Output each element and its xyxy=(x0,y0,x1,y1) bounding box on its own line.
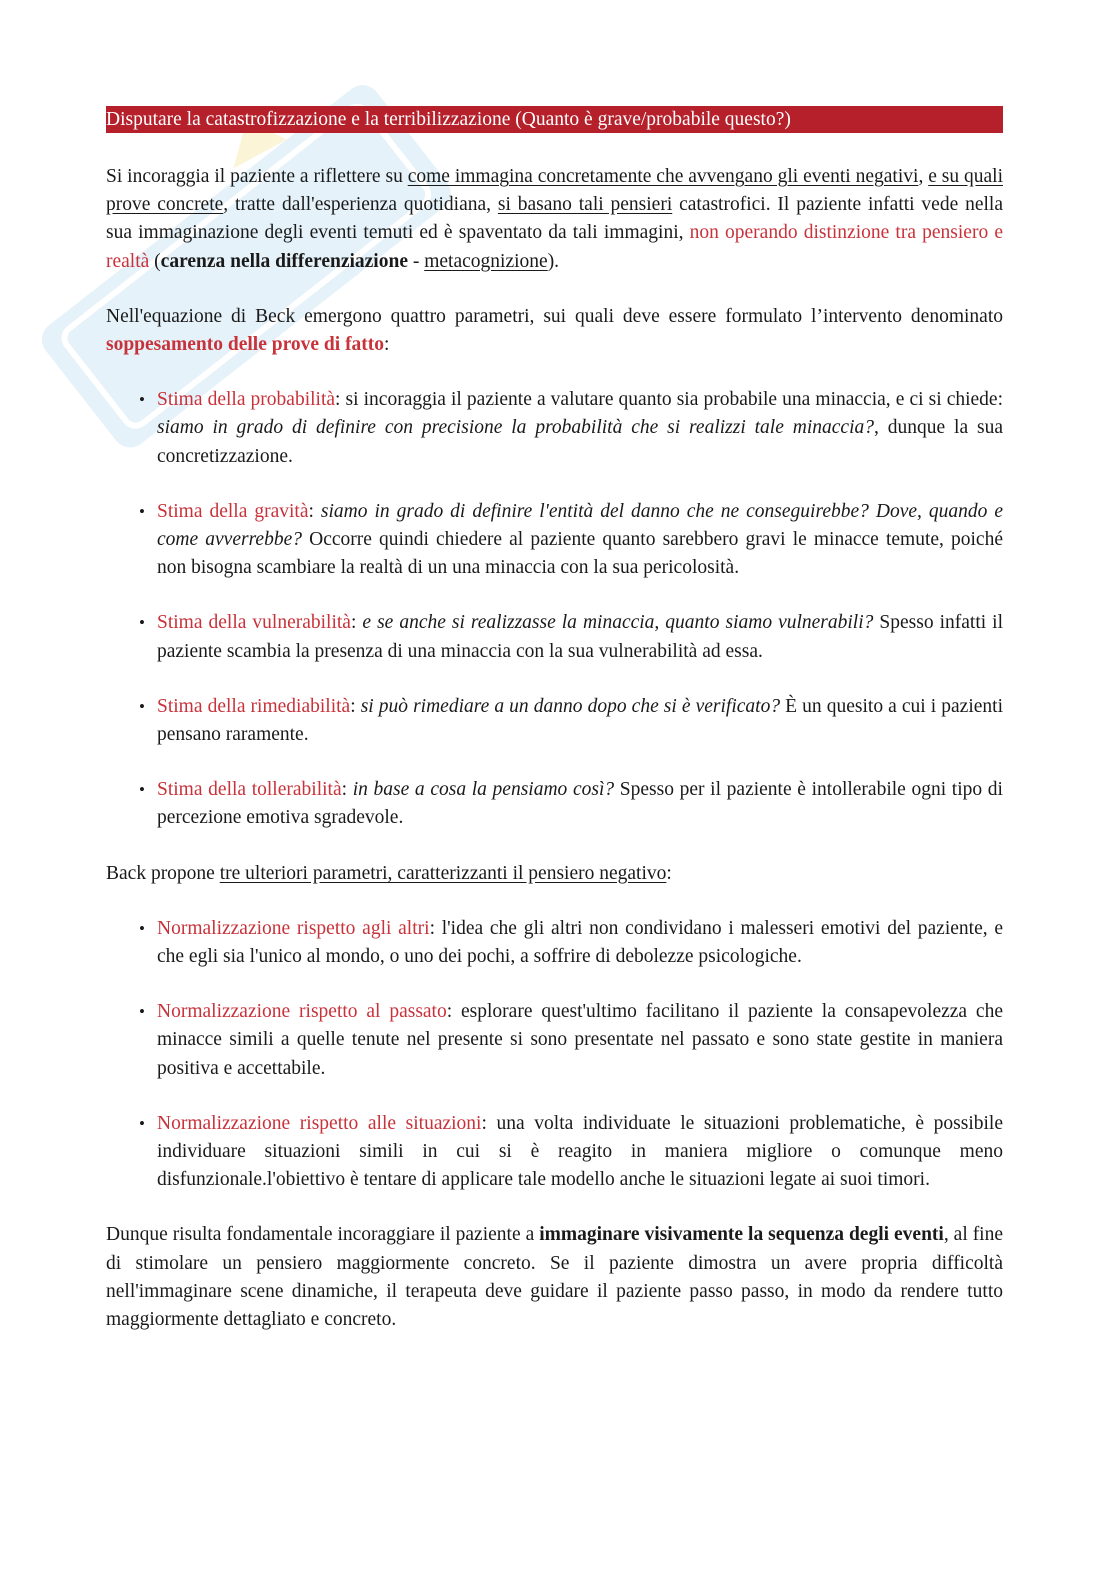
italic-text: siamo in grado di definire con precisione la probabilità che si realizzi tale minaccia? xyxy=(157,417,874,439)
italic-text: si può rimediare a un danno dopo che si è verificato? xyxy=(360,695,781,717)
text: : xyxy=(308,500,321,522)
underlined-text: e su quali prove concrete xyxy=(106,166,1003,216)
text: , xyxy=(918,166,929,187)
list-item xyxy=(106,915,1003,971)
italic-text: e se anche si realizzasse la minaccia, quanto siamo vulnerabili? xyxy=(362,612,874,634)
text: ). xyxy=(547,250,560,272)
item-label: Stima della gravità xyxy=(157,500,309,522)
text: , al fine di stimolare un pensiero maggiormente concreto. Se il paziente dimostra un avere propria difficoltà nell'immaginare scene dinamiche, il terapeuta deve guidare il paziente passo passo, in modo da rendere tutto maggiormente dettagliato e concreto. xyxy=(106,1224,1004,1331)
bullet-icon: • xyxy=(139,696,145,716)
list-item xyxy=(106,386,1003,471)
bullet-icon: • xyxy=(139,918,145,938)
bullet-icon: • xyxy=(139,390,145,410)
list-item xyxy=(106,776,1003,832)
text: Back propone xyxy=(106,862,220,884)
paragraph-conclusion xyxy=(106,1221,1003,1334)
text: : xyxy=(341,779,353,801)
text: Dunque risulta fondamentale incoraggiare il paziente a xyxy=(106,1224,540,1246)
text: Nell'equazione di Beck emergono quattro parametri, sui quali deve essere formulato l’intervento denominato xyxy=(106,305,1003,327)
section-heading: Disputare la catastrofizzazione e la terribilizzazione (Quanto è grave/probabile questo?) xyxy=(106,106,1003,133)
text: Si incoraggia il paziente a riflettere su xyxy=(106,166,408,187)
text: , tratte dall'esperienza quotidiana, xyxy=(223,194,498,216)
underlined-text: come immagina concretamente che avvengano gli eventi negativi xyxy=(407,166,919,187)
text: , dunque la sua concretizzazione. xyxy=(157,417,1003,467)
text: : l'idea che gli altri non condividano i malesseri emotivi del paziente, e che egli sia l'unico al mondo, o uno dei pochi, a soffrire di debolezze psicologiche. xyxy=(157,917,1003,968)
text: : una volta individuate le situazioni problematiche, è possibile individuare situazioni simili in cui si è reagito in maniera migliore o comunque meno disfunzionale.l'obiettivo è tentare di applicare tale modello anche le situazioni legate ai suoi timori. xyxy=(157,1112,1003,1191)
bullet-icon: • xyxy=(139,501,145,521)
text: : si incoraggia il paziente a valutare quanto sia probabile una minaccia, e ci si chiede: xyxy=(335,389,1004,411)
list-item xyxy=(106,693,1003,749)
text: : xyxy=(350,695,361,717)
item-label: Normalizzazione rispetto al passato xyxy=(157,1001,447,1023)
text: : xyxy=(384,334,390,356)
text: Spesso per il paziente è intollerabile ogni tipo di percezione emotiva sgradevole. xyxy=(157,779,1003,829)
text: : xyxy=(666,862,672,884)
text: Occorre quindi chiedere al paziente quanto sarebbero gravi le minacce temute, poiché non bisogna scambiare la realtà di un una minaccia con la sua pericolosità. xyxy=(157,529,1003,579)
text: : xyxy=(350,612,363,634)
highlighted-text: non operando distinzione tra pensiero e realtà xyxy=(106,222,1003,272)
item-label: Normalizzazione rispetto alle situazioni xyxy=(157,1112,482,1134)
bullet-icon: • xyxy=(139,1002,145,1022)
underlined-text: tre ulteriori parametri, caratterizzanti il pensiero negativo xyxy=(219,862,667,884)
text: catastrofici. Il paziente infatti vede nella sua immaginazione degli eventi temuti ed è spaventato da tali immagini, xyxy=(106,194,1003,244)
beck-parameters-list xyxy=(106,386,1003,832)
underlined-text: si basano tali pensieri xyxy=(497,194,673,216)
text: È un quesito a cui i pazienti pensano raramente. xyxy=(157,695,1003,746)
list-item xyxy=(106,498,1003,583)
bullet-icon: • xyxy=(139,780,145,800)
item-label: Stima della tollerabilità xyxy=(157,779,342,801)
list-item xyxy=(106,1110,1003,1195)
text: - xyxy=(407,250,425,272)
underlined-text: metacognizione xyxy=(424,250,548,272)
paragraph-beck xyxy=(106,303,1003,359)
text: : esplorare quest'ultimo facilitano il paziente la consapevolezza che minacce simili a quelle tenute nel presente si sono presentate nel passato e sono state gestite in maniera positiva e accettabile. xyxy=(157,1001,1003,1079)
list-item xyxy=(106,609,1003,665)
text: ( xyxy=(149,250,161,272)
text: Spesso infatti il paziente scambia la presenza di una minaccia con la sua vulnerabilità ad essa. xyxy=(157,612,1003,662)
item-label: Normalizzazione rispetto agli altri xyxy=(157,917,430,939)
highlighted-bold-text: soppesamento delle prove di fatto xyxy=(106,334,385,356)
paragraph-back xyxy=(106,860,1003,888)
paragraph-intro xyxy=(106,163,1003,276)
bullet-icon: • xyxy=(139,613,145,633)
item-label: Stima della probabilità xyxy=(157,389,336,411)
italic-text: siamo in grado di definire l'entità del danno che ne conseguirebbe? Dove, quando e come avverrebbe? xyxy=(157,500,1004,551)
normalization-list xyxy=(106,915,1003,1195)
bold-text: carenza nella differenziazione xyxy=(160,250,408,272)
bold-text: immaginare visivamente la sequenza degli eventi xyxy=(539,1224,944,1246)
item-label: Stima della vulnerabilità xyxy=(157,612,351,634)
bullet-icon: • xyxy=(139,1113,145,1133)
italic-text: in base a cosa la pensiamo così? xyxy=(352,779,615,801)
item-label: Stima della rimediabilità xyxy=(157,695,351,717)
document-page xyxy=(106,106,1003,1334)
list-item xyxy=(106,998,1003,1083)
